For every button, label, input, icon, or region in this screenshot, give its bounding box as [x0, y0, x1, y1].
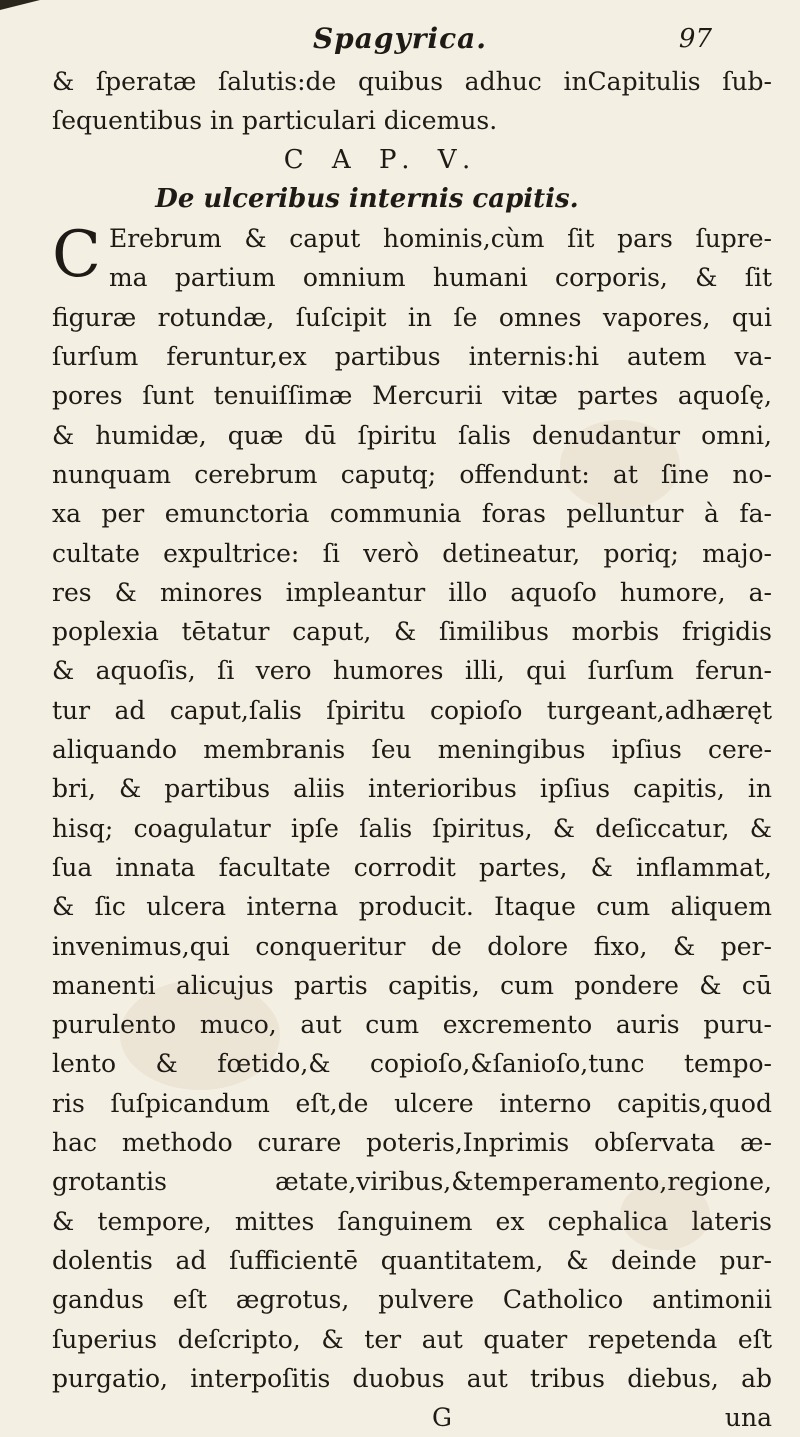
text-line: figuræ rotundæ, ſuſcipit in ſe omnes vapores, qui — [52, 302, 772, 332]
text-line: ſurſum feruntur,ex partibus internis:hi autem va- — [52, 342, 772, 372]
text-line: gandus eſt ægrotus, pulvere Catholico antimonii — [52, 1285, 772, 1315]
text-line: pores ſunt tenuiſſimæ Mercurii vitæ partes aquoſę, — [52, 381, 772, 411]
page-header — [0, 22, 800, 62]
text-line: bri, & partibus aliis interioribus ipſius capitis, in — [52, 774, 772, 804]
paragraph-lines — [52, 298, 772, 1398]
text-line: hisq; coagulatur ipſe ſalis ſpiritus, & deſiccatur, & — [52, 813, 772, 843]
text-line: purgatio, interpoſitis duobus aut tribus diebus, ab — [52, 1363, 772, 1393]
text-line: & ſperatæ ſalutis:de quibus adhuc inCapitulis ſub- — [52, 67, 772, 96]
text-line: xa per emunctoria communia foras pelluntur à fa- — [52, 499, 772, 529]
text-line: purulento muco, aut cum excremento auris puru- — [52, 1010, 772, 1040]
page-body — [52, 62, 772, 1437]
text-line: hac methodo curare poteris,Inprimis obſervata æ- — [52, 1128, 772, 1158]
text-line: nunquam cerebrum caputq; offendunt: at ſine no- — [52, 459, 772, 489]
text-line: & humidæ, quæ dū ſpiritu ſalis denudantur omni, — [52, 420, 772, 450]
text-line: lento & fœtido,& copioſo,&ſanioſo,tunc tempo- — [52, 1049, 772, 1079]
text-line: tur ad caput,ſalis ſpiritu copioſo turgeant,adhæręt — [52, 695, 772, 725]
text-line: Erebrum & caput hominis,cùm ſit pars ſupre- — [108, 224, 772, 254]
text-line: ſequentibus in particulari dicemus. — [52, 106, 498, 136]
text-line: ſuperius deſcripto, & ter aut quater repetenda eſt — [52, 1324, 772, 1354]
first-paragraph — [52, 219, 772, 1398]
text-line: poplexia tētatur caput, & ſimilibus morbis frigidis — [52, 617, 772, 647]
catchword: una — [724, 1403, 772, 1433]
chapter-heading: C A P. V. — [283, 144, 481, 175]
text-line: & ſic ulcera interna producit. Itaque cum aliquem — [52, 892, 772, 922]
text-line: ris ſuſpicandum eſt,de ulcere interno capitis,quod — [52, 1088, 772, 1118]
page-footer — [52, 1398, 772, 1437]
text-line: invenimus,qui conqueritur de dolore fixo, & per- — [52, 931, 772, 961]
drop-capital: C — [52, 218, 101, 293]
text-line: ſua innata facultate corrodit partes, & inflammat, — [52, 852, 772, 882]
signature-mark: G — [432, 1403, 452, 1433]
text-line: & tempore, mittes ſanguinem ex cephalica lateris — [52, 1206, 772, 1236]
page-corner-shadow — [0, 0, 40, 10]
text-line: grotantis ætate,viribus,&temperamento,regione, — [52, 1167, 772, 1197]
running-title: Spagyrica. — [312, 22, 488, 55]
text-line: dolentis ad ſufficientē quantitatem, & deinde pur- — [52, 1245, 772, 1275]
text-line: aliquando membranis ſeu meningibus ipſius cere- — [52, 735, 772, 765]
text-line: cultate expultrice: ſi verò detineatur, poriq; majo- — [52, 538, 772, 568]
page-number: 97 — [678, 24, 712, 54]
text-line: & aquoſis, ſi vero humores illi, qui ſurſum ferun- — [52, 656, 772, 686]
text-line: ma partium omnium humani corporis, & ſit — [108, 263, 772, 293]
text-line: res & minores impleantur illo aquoſo humore, a- — [52, 577, 772, 607]
chapter-title: De ulceribus internis capitis. — [155, 183, 579, 214]
text-line: manenti alicujus partis capitis, cum pondere & cū — [52, 970, 772, 1000]
